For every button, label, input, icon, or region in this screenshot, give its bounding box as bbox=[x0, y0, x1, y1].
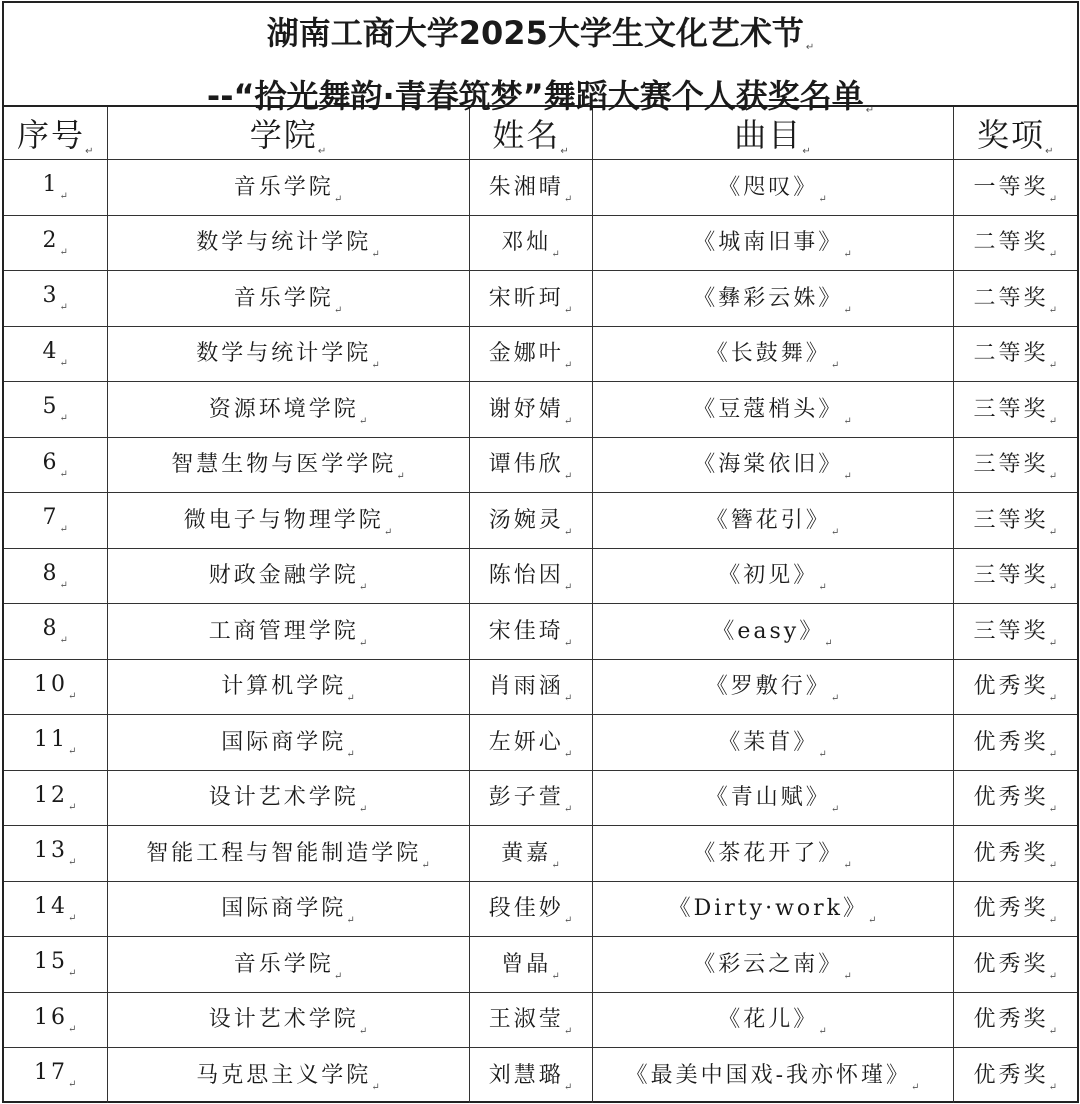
table-row bbox=[4, 881, 1077, 937]
header-award bbox=[953, 107, 1077, 160]
paragraph-mark-icon: ↵ bbox=[59, 524, 68, 536]
cell-award bbox=[953, 548, 1077, 604]
cell-school bbox=[107, 992, 469, 1048]
cell-name bbox=[469, 826, 592, 882]
cell-school bbox=[107, 881, 469, 937]
cell-piece-text: 《长鼓舞》 bbox=[705, 341, 831, 367]
cell-index bbox=[4, 770, 107, 826]
cell-school-text: 智能工程与智能制造学院 bbox=[146, 840, 422, 866]
paragraph-mark-icon: ↵ bbox=[911, 1081, 920, 1093]
paragraph-mark-icon: ↵ bbox=[371, 360, 380, 372]
table-row bbox=[4, 493, 1077, 549]
cell-school bbox=[107, 548, 469, 604]
cell-award bbox=[953, 715, 1077, 771]
paragraph-mark-icon: ↵ bbox=[563, 582, 573, 594]
cell-award-text: 二等奖 bbox=[973, 230, 1049, 256]
paragraph-mark-icon: ↵ bbox=[1048, 582, 1057, 594]
cell-award bbox=[953, 992, 1077, 1048]
cell-award bbox=[953, 493, 1077, 549]
paragraph-mark-icon: ↵ bbox=[551, 249, 560, 261]
paragraph-mark-icon: ↵ bbox=[59, 579, 68, 591]
cell-award-text: 三等奖 bbox=[973, 563, 1049, 589]
paragraph-mark-icon: ↵ bbox=[371, 1081, 380, 1093]
paragraph-mark-icon: ↵ bbox=[551, 970, 560, 982]
cell-index bbox=[4, 271, 107, 327]
paragraph-mark-icon: ↵ bbox=[383, 526, 393, 538]
cell-award bbox=[953, 215, 1077, 271]
paragraph-mark-icon: ↵ bbox=[396, 471, 405, 483]
cell-award bbox=[953, 271, 1077, 327]
paragraph-mark-icon: ↵ bbox=[421, 859, 430, 871]
paragraph-mark-icon: ↵ bbox=[68, 968, 77, 980]
paragraph-mark-icon: ↵ bbox=[563, 526, 573, 538]
paragraph-mark-icon: ↵ bbox=[346, 693, 355, 705]
paragraph-mark-icon: ↵ bbox=[1048, 1081, 1057, 1093]
cell-school-text: 财政金融学院 bbox=[208, 563, 359, 589]
table-row bbox=[4, 826, 1077, 882]
cell-name-text: 宋佳琦 bbox=[488, 618, 564, 644]
cell-index-text: 7 bbox=[42, 505, 60, 531]
paragraph-mark-icon: ↵ bbox=[830, 804, 840, 816]
cell-index bbox=[4, 1048, 107, 1103]
table-row bbox=[4, 382, 1077, 438]
cell-award bbox=[953, 437, 1077, 493]
cell-school bbox=[107, 271, 469, 327]
cell-award bbox=[953, 160, 1077, 216]
paragraph-mark-icon: ↵ bbox=[1048, 970, 1057, 982]
cell-name bbox=[469, 1048, 592, 1103]
cell-name bbox=[469, 937, 592, 993]
paragraph-mark-icon: ↵ bbox=[59, 246, 68, 258]
header-school-text: 学院 bbox=[249, 115, 318, 154]
paragraph-mark-icon: ↵ bbox=[818, 748, 827, 760]
paragraph-mark-icon: ↵ bbox=[333, 304, 343, 316]
cell-award-text: 优秀奖 bbox=[973, 785, 1049, 811]
cell-name-text: 朱湘晴 bbox=[488, 174, 564, 200]
cell-name bbox=[469, 271, 592, 327]
cell-name-text: 汤婉灵 bbox=[488, 507, 564, 533]
cell-school bbox=[107, 437, 469, 493]
table-row bbox=[4, 437, 1077, 493]
paragraph-mark-icon: ↵ bbox=[830, 693, 840, 705]
paragraph-mark-icon: ↵ bbox=[59, 357, 68, 369]
paragraph-mark-icon: ↵ bbox=[843, 970, 852, 982]
cell-index-text: 8 bbox=[42, 616, 60, 642]
paragraph-mark-icon: ↵ bbox=[333, 970, 343, 982]
cell-piece bbox=[592, 992, 953, 1048]
cell-school-text: 设计艺术学院 bbox=[208, 785, 359, 811]
cell-piece bbox=[592, 493, 953, 549]
header-award-text: 奖项 bbox=[977, 115, 1046, 154]
cell-index-text: 12 bbox=[34, 782, 69, 808]
cell-award-text: 三等奖 bbox=[973, 396, 1049, 422]
paragraph-mark-icon: ↵ bbox=[818, 193, 827, 205]
table-row bbox=[4, 1048, 1077, 1103]
cell-school-text: 马克思主义学院 bbox=[196, 1062, 372, 1088]
cell-piece bbox=[592, 604, 953, 660]
paragraph-mark-icon: ↵ bbox=[563, 1081, 573, 1093]
cell-name-text: 谭伟欣 bbox=[488, 452, 564, 478]
cell-piece bbox=[592, 382, 953, 438]
paragraph-mark-icon: ↵ bbox=[1048, 304, 1057, 316]
cell-name-text: 肖雨涵 bbox=[488, 674, 564, 700]
paragraph-mark-icon: ↵ bbox=[843, 415, 852, 427]
cell-school bbox=[107, 493, 469, 549]
paragraph-mark-icon: ↵ bbox=[68, 857, 77, 869]
title-line-1 bbox=[4, 9, 1077, 72]
cell-award bbox=[953, 326, 1077, 382]
cell-piece-text: 《罗敷行》 bbox=[705, 674, 831, 700]
cell-school bbox=[107, 659, 469, 715]
cell-name bbox=[469, 382, 592, 438]
cell-award-text: 优秀奖 bbox=[973, 951, 1049, 977]
cell-school bbox=[107, 326, 469, 382]
cell-school-text: 数学与统计学院 bbox=[196, 341, 372, 367]
paragraph-mark-icon: ↵ bbox=[1048, 859, 1057, 871]
table-header bbox=[4, 107, 1077, 160]
paragraph-mark-icon: ↵ bbox=[59, 191, 68, 203]
cell-award-text: 优秀奖 bbox=[973, 1062, 1049, 1088]
cell-school bbox=[107, 770, 469, 826]
paragraph-mark-icon: ↵ bbox=[1048, 1026, 1057, 1038]
cell-piece bbox=[592, 881, 953, 937]
cell-school-text: 微电子与物理学院 bbox=[183, 507, 384, 533]
cell-piece bbox=[592, 1048, 953, 1103]
paragraph-mark-icon: ↵ bbox=[358, 804, 368, 816]
award-table bbox=[4, 107, 1077, 1103]
paragraph-mark-icon: ↵ bbox=[563, 304, 573, 316]
cell-name-text: 邓灿 bbox=[501, 230, 552, 256]
cell-piece bbox=[592, 160, 953, 216]
cell-award-text: 一等奖 bbox=[973, 174, 1049, 200]
paragraph-mark-icon: ↵ bbox=[85, 145, 94, 157]
paragraph-mark-icon: ↵ bbox=[1048, 415, 1057, 427]
cell-name-text: 谢妤婧 bbox=[488, 396, 564, 422]
cell-piece-text: 《初见》 bbox=[718, 563, 819, 589]
table-row bbox=[4, 715, 1077, 771]
paragraph-mark-icon: ↵ bbox=[1048, 748, 1057, 760]
paragraph-mark-icon: ↵ bbox=[563, 1026, 573, 1038]
cell-name bbox=[469, 160, 592, 216]
cell-name bbox=[469, 604, 592, 660]
cell-award-text: 优秀奖 bbox=[973, 674, 1049, 700]
table-row bbox=[4, 992, 1077, 1048]
cell-award bbox=[953, 826, 1077, 882]
cell-piece-text: 《青山赋》 bbox=[705, 785, 831, 811]
header-name-text: 姓名 bbox=[492, 115, 561, 154]
cell-piece bbox=[592, 437, 953, 493]
cell-index-text: 8 bbox=[42, 560, 60, 586]
paragraph-mark-icon: ↵ bbox=[802, 145, 811, 157]
paragraph-mark-icon: ↵ bbox=[563, 637, 573, 649]
paragraph-mark-icon: ↵ bbox=[818, 1026, 827, 1038]
cell-name bbox=[469, 659, 592, 715]
paragraph-mark-icon: ↵ bbox=[560, 145, 569, 157]
cell-award bbox=[953, 881, 1077, 937]
cell-school bbox=[107, 604, 469, 660]
cell-piece bbox=[592, 826, 953, 882]
paragraph-mark-icon: ↵ bbox=[563, 915, 573, 927]
cell-index bbox=[4, 160, 107, 216]
table-row bbox=[4, 160, 1077, 216]
cell-award-text: 三等奖 bbox=[973, 507, 1049, 533]
paragraph-mark-icon: ↵ bbox=[68, 1023, 77, 1035]
cell-school-text: 音乐学院 bbox=[233, 174, 334, 200]
cell-award-text: 三等奖 bbox=[973, 618, 1049, 644]
cell-award bbox=[953, 382, 1077, 438]
cell-index bbox=[4, 715, 107, 771]
cell-name bbox=[469, 215, 592, 271]
cell-award bbox=[953, 604, 1077, 660]
paragraph-mark-icon: ↵ bbox=[843, 249, 852, 261]
cell-index-text: 1 bbox=[42, 172, 60, 198]
cell-index bbox=[4, 659, 107, 715]
cell-piece-text: 《彝彩云姝》 bbox=[693, 285, 844, 311]
cell-piece-text: 《茶花开了》 bbox=[693, 840, 844, 866]
cell-award-text: 优秀奖 bbox=[973, 1007, 1049, 1033]
cell-name-text: 黄嘉 bbox=[501, 840, 552, 866]
paragraph-mark-icon: ↵ bbox=[317, 145, 327, 157]
cell-name bbox=[469, 548, 592, 604]
paragraph-mark-icon: ↵ bbox=[68, 801, 77, 813]
cell-piece-text: 《彩云之南》 bbox=[693, 951, 844, 977]
header-index bbox=[4, 107, 107, 160]
cell-name-text: 彭子萱 bbox=[488, 785, 564, 811]
paragraph-mark-icon: ↵ bbox=[1048, 471, 1057, 483]
cell-piece-text: 《最美中国戏-我亦怀瑾》 bbox=[625, 1062, 912, 1088]
table-row bbox=[4, 659, 1077, 715]
cell-name bbox=[469, 770, 592, 826]
table-row bbox=[4, 770, 1077, 826]
paragraph-mark-icon: ↵ bbox=[59, 468, 68, 480]
cell-name-text: 曾晶 bbox=[501, 951, 552, 977]
paragraph-mark-icon: ↵ bbox=[1048, 693, 1057, 705]
table-row bbox=[4, 326, 1077, 382]
table-body bbox=[4, 160, 1077, 1103]
cell-name bbox=[469, 437, 592, 493]
cell-name-text: 宋昕珂 bbox=[488, 285, 564, 311]
cell-name-text: 刘慧璐 bbox=[488, 1062, 564, 1088]
paragraph-mark-icon: ↵ bbox=[68, 912, 77, 924]
cell-index-text: 16 bbox=[34, 1004, 69, 1030]
paragraph-mark-icon: ↵ bbox=[59, 302, 68, 314]
cell-name-text: 陈怡因 bbox=[488, 563, 564, 589]
paragraph-mark-icon: ↵ bbox=[68, 690, 77, 702]
cell-index-text: 6 bbox=[42, 449, 60, 475]
cell-school bbox=[107, 215, 469, 271]
cell-name bbox=[469, 715, 592, 771]
paragraph-mark-icon: ↵ bbox=[68, 746, 77, 758]
cell-piece bbox=[592, 770, 953, 826]
cell-piece bbox=[592, 548, 953, 604]
table-row bbox=[4, 604, 1077, 660]
paragraph-mark-icon: ↵ bbox=[346, 748, 355, 760]
paragraph-mark-icon: ↵ bbox=[59, 413, 68, 425]
cell-index bbox=[4, 326, 107, 382]
cell-school bbox=[107, 715, 469, 771]
paragraph-mark-icon: ↵ bbox=[824, 637, 833, 649]
paragraph-mark-icon: ↵ bbox=[563, 360, 573, 372]
paragraph-mark-icon: ↵ bbox=[1048, 360, 1057, 372]
paragraph-mark-icon: ↵ bbox=[818, 582, 827, 594]
cell-award bbox=[953, 937, 1077, 993]
cell-index bbox=[4, 881, 107, 937]
cell-school-text: 数学与统计学院 bbox=[196, 230, 372, 256]
cell-index bbox=[4, 382, 107, 438]
paragraph-mark-icon: ↵ bbox=[563, 471, 573, 483]
paragraph-mark-icon: ↵ bbox=[68, 1079, 77, 1091]
cell-piece-text: 《easy》 bbox=[712, 618, 825, 644]
cell-school bbox=[107, 826, 469, 882]
cell-index bbox=[4, 215, 107, 271]
paragraph-mark-icon: ↵ bbox=[1048, 193, 1057, 205]
paragraph-mark-icon: ↵ bbox=[830, 526, 840, 538]
cell-index bbox=[4, 493, 107, 549]
table-row bbox=[4, 937, 1077, 993]
cell-name bbox=[469, 992, 592, 1048]
cell-piece-text: 《苿苜》 bbox=[718, 729, 819, 755]
cell-school bbox=[107, 382, 469, 438]
cell-index bbox=[4, 826, 107, 882]
cell-school-text: 智慧生物与医学学院 bbox=[171, 452, 397, 478]
cell-school-text: 音乐学院 bbox=[233, 951, 334, 977]
paragraph-mark-icon: ↵ bbox=[805, 42, 815, 53]
paragraph-mark-icon: ↵ bbox=[563, 415, 573, 427]
cell-award-text: 三等奖 bbox=[973, 452, 1049, 478]
cell-index-text: 5 bbox=[42, 394, 60, 420]
cell-index-text: 11 bbox=[34, 727, 69, 753]
paragraph-mark-icon: ↵ bbox=[865, 105, 875, 116]
cell-school-text: 设计艺术学院 bbox=[208, 1007, 359, 1033]
paragraph-mark-icon: ↵ bbox=[563, 693, 573, 705]
cell-school-text: 计算机学院 bbox=[221, 674, 347, 700]
paragraph-mark-icon: ↵ bbox=[563, 748, 573, 760]
cell-piece-text: 《海棠依旧》 bbox=[693, 452, 844, 478]
cell-name-text: 王淑莹 bbox=[488, 1007, 564, 1033]
cell-index bbox=[4, 937, 107, 993]
paragraph-mark-icon: ↵ bbox=[1048, 804, 1057, 816]
cell-name-text: 段佳妙 bbox=[488, 896, 564, 922]
paragraph-mark-icon: ↵ bbox=[1048, 526, 1057, 538]
cell-piece bbox=[592, 271, 953, 327]
paragraph-mark-icon: ↵ bbox=[563, 804, 573, 816]
paragraph-mark-icon: ↵ bbox=[1048, 915, 1057, 927]
cell-school bbox=[107, 1048, 469, 1103]
cell-index-text: 2 bbox=[42, 227, 60, 253]
paragraph-mark-icon: ↵ bbox=[358, 415, 368, 427]
paragraph-mark-icon: ↵ bbox=[1048, 249, 1057, 261]
cell-index bbox=[4, 992, 107, 1048]
cell-piece-text: 《花儿》 bbox=[718, 1007, 819, 1033]
paragraph-mark-icon: ↵ bbox=[551, 859, 560, 871]
paragraph-mark-icon: ↵ bbox=[333, 193, 343, 205]
cell-award-text: 二等奖 bbox=[973, 341, 1049, 367]
paragraph-mark-icon: ↵ bbox=[563, 193, 573, 205]
paragraph-mark-icon: ↵ bbox=[358, 582, 368, 594]
cell-school bbox=[107, 160, 469, 216]
cell-piece-text: 《簪花引》 bbox=[705, 507, 831, 533]
paragraph-mark-icon: ↵ bbox=[843, 304, 852, 316]
paragraph-mark-icon: ↵ bbox=[1045, 145, 1054, 157]
cell-index bbox=[4, 548, 107, 604]
cell-school bbox=[107, 937, 469, 993]
paragraph-mark-icon: ↵ bbox=[868, 915, 877, 927]
title-line-1-text: 湖南工商大学2025大学生文化艺术节 bbox=[266, 14, 804, 52]
cell-name-text: 金娜叶 bbox=[488, 341, 564, 367]
cell-award bbox=[953, 1048, 1077, 1103]
cell-piece bbox=[592, 937, 953, 993]
cell-name-text: 左妍心 bbox=[488, 729, 564, 755]
cell-school-text: 国际商学院 bbox=[221, 896, 347, 922]
cell-piece bbox=[592, 326, 953, 382]
cell-index-text: 17 bbox=[34, 1060, 69, 1086]
cell-piece bbox=[592, 215, 953, 271]
cell-index-text: 15 bbox=[34, 949, 69, 975]
paragraph-mark-icon: ↵ bbox=[358, 1026, 368, 1038]
header-row bbox=[4, 107, 1077, 160]
cell-index-text: 4 bbox=[42, 338, 60, 364]
cell-award bbox=[953, 770, 1077, 826]
document-title bbox=[4, 3, 1077, 116]
cell-award-text: 二等奖 bbox=[973, 285, 1049, 311]
cell-index bbox=[4, 437, 107, 493]
cell-piece-text: 《城南旧事》 bbox=[693, 230, 844, 256]
paragraph-mark-icon: ↵ bbox=[843, 471, 852, 483]
header-index-text: 序号 bbox=[17, 115, 86, 154]
cell-index-text: 13 bbox=[34, 838, 69, 864]
paragraph-mark-icon: ↵ bbox=[358, 637, 368, 649]
cell-name bbox=[469, 881, 592, 937]
cell-piece-text: 《豆蔻梢头》 bbox=[693, 396, 844, 422]
cell-index-text: 3 bbox=[42, 283, 60, 309]
paragraph-mark-icon: ↵ bbox=[346, 915, 355, 927]
cell-award-text: 优秀奖 bbox=[973, 896, 1049, 922]
cell-piece-text: 《咫叹》 bbox=[718, 174, 819, 200]
table-row bbox=[4, 215, 1077, 271]
cell-index-text: 10 bbox=[34, 671, 69, 697]
cell-school-text: 音乐学院 bbox=[233, 285, 334, 311]
cell-name bbox=[469, 326, 592, 382]
cell-piece-text: 《Dirty·work》 bbox=[668, 896, 868, 922]
paragraph-mark-icon: ↵ bbox=[843, 859, 852, 871]
title-line-2-text: --“拾光舞韵·青春筑梦”舞蹈大赛个人获奖名单 bbox=[206, 77, 864, 115]
cell-school-text: 工商管理学院 bbox=[208, 618, 359, 644]
table-row bbox=[4, 548, 1077, 604]
table-row bbox=[4, 271, 1077, 327]
paragraph-mark-icon: ↵ bbox=[1048, 637, 1057, 649]
cell-award-text: 优秀奖 bbox=[973, 840, 1049, 866]
cell-school-text: 国际商学院 bbox=[221, 729, 347, 755]
cell-award bbox=[953, 659, 1077, 715]
cell-award-text: 优秀奖 bbox=[973, 729, 1049, 755]
cell-piece bbox=[592, 715, 953, 771]
paragraph-mark-icon: ↵ bbox=[830, 360, 840, 372]
header-piece-text: 曲目 bbox=[734, 115, 803, 154]
paragraph-mark-icon: ↵ bbox=[59, 635, 68, 647]
cell-index bbox=[4, 604, 107, 660]
cell-school-text: 资源环境学院 bbox=[208, 396, 359, 422]
cell-index-text: 14 bbox=[34, 893, 69, 919]
paragraph-mark-icon: ↵ bbox=[371, 249, 380, 261]
cell-piece bbox=[592, 659, 953, 715]
award-list-document bbox=[2, 1, 1079, 1103]
cell-name bbox=[469, 493, 592, 549]
